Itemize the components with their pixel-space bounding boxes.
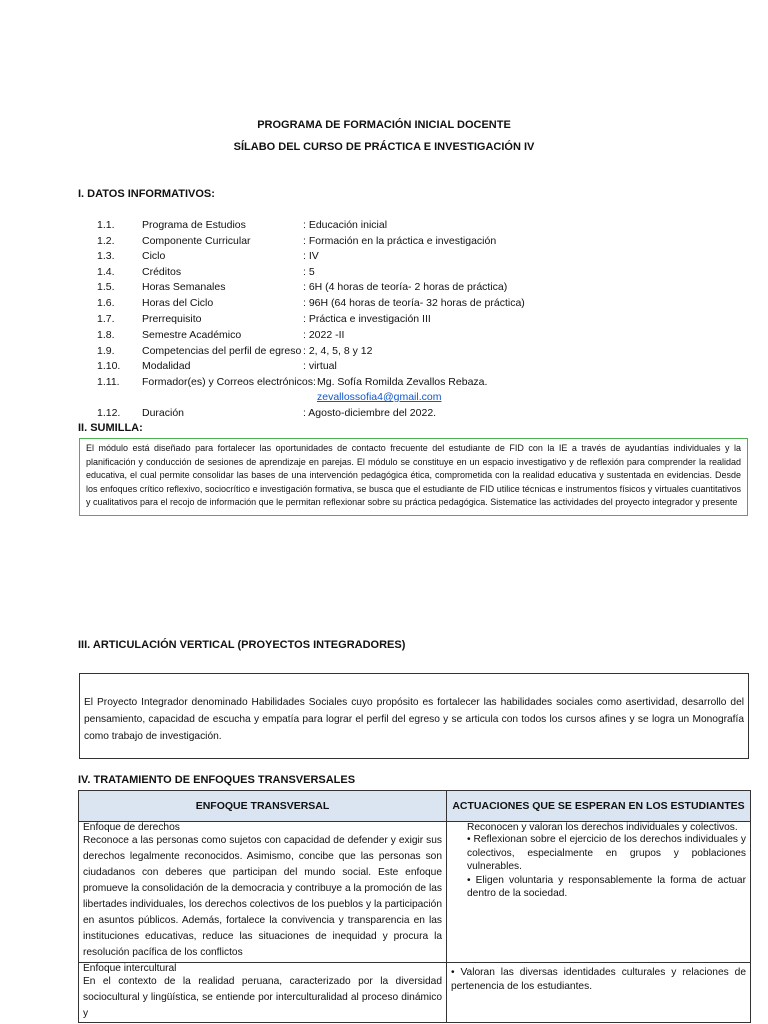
enfoque-title: Enfoque de derechos [83, 822, 180, 833]
row-number: 1.9. [97, 345, 115, 357]
proyecto-text: El Proyecto Integrador denominado Habilidades Sociales cuyo propósito es fortalecer las habilidades sociales como asertividad, desarrollo del pensamiento, capacidad de escucha y empatía para lograr el perfil del egreso y se articula con todos los cursos afines y se logra un Monografía como trabajo de investigación. [84, 697, 744, 742]
actuaciones-cell [447, 822, 751, 963]
row-value: : Práctica e investigación III [303, 313, 431, 325]
actuaciones-cell [447, 963, 751, 1023]
section-enfoques-heading: IV. TRATAMIENTO DE ENFOQUES TRANSVERSALES [78, 774, 356, 786]
table-row [79, 963, 751, 1023]
row-value: : Formación en la práctica e investigación [303, 235, 497, 247]
enfoque-text: Reconoce a las personas como sujetos con capacidad de defender y exigir sus derechos legalmente reconocidos. Asimismo, concibe que las personas son ciudadanos con deberes que participan del mundo social. Este enfoque promueve la consolidación de la democracia y contribuye a la promoción de las libertades individuales, los derechos colectivos de los pueblos y la participación en asuntos públicos. Además, fortalece la convivencia y transparencia en las instituciones educativas, reduce las situaciones de inequidad y procura la resolución pacífica de los conflictos [83, 835, 442, 958]
row-number: 1.11. [97, 376, 120, 388]
row-label: Componente Curricular [142, 235, 251, 247]
col-header-enfoque: ENFOQUE TRANSVERSAL [79, 791, 447, 822]
row-number: 1.4. [97, 266, 115, 278]
row-number: 1.5. [97, 281, 115, 293]
enfoque-title: Enfoque intercultural [83, 963, 177, 974]
row-label: Competencias del perfil de egreso [142, 345, 302, 357]
row-value: : Agosto-diciembre del 2022. [303, 407, 437, 419]
sumilla-box [79, 438, 748, 516]
col-header-actuaciones: ACTUACIONES QUE SE ESPERAN EN LOS ESTUDIANTES [447, 791, 751, 822]
section-datos-heading: I. DATOS INFORMATIVOS: [78, 188, 215, 200]
row-number: 1.1. [97, 219, 115, 231]
sumilla-text: El módulo está diseñado para fortalecer las oportunidades de contacto frecuente del estudiante de FID con la IE a través de ayudantías individuales y la planificación y conducción de sesiones de aprendizaje en parejas. El módulo se constituye en un espacio investigativo y de reflexión para comprender la realidad educativa, el cual permite consolidar las bases de una intervención pedagógica ética, comprometida con la realidad educativa y sustentada en evidencias. Desde los enfoques crítico reflexivo, sociocrítico e investigación formativa, se busca que el estudiante de FID utilice técnicas e instrumentos físicos y virtuales cuantitativos y cualitativos para el recojo de información que le permitan reflexionar sobre su práctica pedagógica. Sistematice las actividades del proyecto integrador y presente [86, 443, 741, 507]
row-label: Duración [142, 407, 185, 419]
row-value: : IV [303, 250, 319, 262]
row-number: 1.3. [97, 250, 115, 262]
actuacion-line: • Reflexionan sobre el ejercicio de los derechos individuales y colectivos, especialmente en grupos y poblaciones vulnerables. [467, 834, 746, 872]
row-label: Prerrequisito [142, 313, 202, 325]
row-value: : virtual [303, 360, 337, 372]
row-value: : 5 [303, 266, 315, 278]
row-label: Ciclo [142, 250, 166, 262]
enfoque-cell [79, 963, 447, 1023]
actuacion-line: • Valoran las diversas identidades culturales y relaciones de pertenencia de los estudiantes. [451, 967, 746, 992]
row-label: Modalidad [142, 360, 191, 372]
row-label: Créditos [142, 266, 182, 278]
proyecto-box [79, 673, 749, 759]
row-value: : 96H (64 horas de teoría- 32 horas de práctica) [303, 297, 525, 309]
row-value: : Educación inicial [303, 219, 388, 231]
row-label: Semestre Académico [142, 329, 242, 341]
table-header-row [79, 791, 751, 822]
row-value: : 6H (4 horas de teoría- 2 horas de práctica) [303, 281, 508, 293]
enfoques-table [78, 790, 751, 1023]
enfoque-text: En el contexto de la realidad peruana, caracterizado por la diversidad sociocultural y lingüística, se entiende por interculturalidad al proceso dinámico y [83, 976, 442, 1019]
section-articulacion-heading: III. ARTICULACIÓN VERTICAL (PROYECTOS INTEGRADORES) [78, 639, 406, 651]
row-number: 1.7. [97, 313, 115, 325]
actuacion-line: • Eligen voluntaria y responsablemente la forma de actuar dentro de la sociedad. [467, 874, 746, 899]
row-value: : 2, 4, 5, 8 y 12 [303, 345, 373, 357]
section-sumilla-heading: II. SUMILLA: [78, 422, 143, 434]
row-label: Horas del Ciclo [142, 297, 214, 309]
row-label: Formador(es) y Correos electrónicos: [142, 376, 316, 388]
row-number: 1.2. [97, 235, 115, 247]
row-value: : 2022 -II [303, 329, 345, 341]
row-number: 1.10. [97, 360, 121, 372]
row-value: Mg. Sofía Romilda Zevallos Rebaza. [317, 376, 488, 388]
row-number: 1.6. [97, 297, 115, 309]
course-title: SÍLABO DEL CURSO DE PRÁCTICA E INVESTIGACIÓN IV [233, 141, 535, 153]
table-row [79, 822, 751, 963]
email-link[interactable]: zevallossofia4@gmail.com [317, 391, 442, 403]
program-title: PROGRAMA DE FORMACIÓN INICIAL DOCENTE [257, 119, 511, 131]
row-number: 1.8. [97, 329, 115, 341]
row-number: 1.12. [97, 407, 121, 419]
row-label: Programa de Estudios [142, 219, 246, 231]
enfoque-cell [79, 822, 447, 963]
actuacion-line: Reconocen y valoran los derechos individuales y colectivos. [467, 822, 738, 833]
row-label: Horas Semanales [142, 281, 226, 293]
